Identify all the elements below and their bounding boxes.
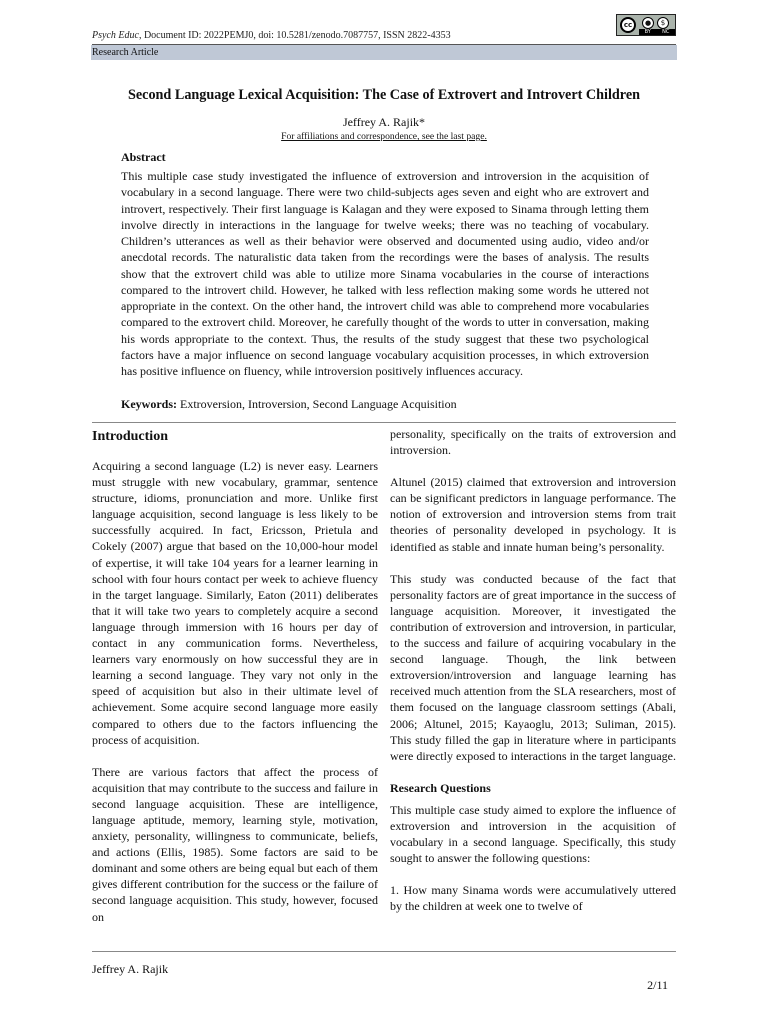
cc-by-nc-icon xyxy=(639,15,675,35)
page-number: 2/11 xyxy=(647,978,668,992)
cc-license-badge[interactable] xyxy=(616,14,676,36)
left-column xyxy=(92,427,378,925)
author-name: Jeffrey A. Rajik* xyxy=(342,115,426,129)
paragraph: personality, specifically on the traits of extroversion and introversion. xyxy=(390,427,676,458)
document-info: , Document ID: 2022PEMJ0, doi: 10.5281/zenodo.7087757, ISSN 2822-4353 xyxy=(138,30,451,41)
affiliation-link[interactable]: For affiliations and correspondence, see the last page. xyxy=(281,131,487,142)
keywords xyxy=(121,397,457,412)
paragraph: There are various factors that affect the process of acquisition that may contribute to the success and failure in second language acquisition. These are intelligence, language aptitude, memory, learning style, motivation, anxiety, personality, willingness to communicate, beliefs, and actions (Ellis, 1985). Some factors are said to be dominant and some others are being equal but each of them gives different contribution for the success or the failure of second language acquisition. This study, however, focused on xyxy=(92,764,378,924)
keywords-text: Extroversion, Introversion, Second Language Acquisition xyxy=(177,397,457,411)
cc-by-label: BY xyxy=(644,29,651,35)
cc-nc-label: NC xyxy=(662,29,670,35)
journal-info xyxy=(92,30,451,41)
keywords-label: Keywords: xyxy=(121,397,177,411)
abstract-heading: Abstract xyxy=(121,150,166,164)
paragraph: 1. How many Sinama words were accumulatively uttered by the children at week one to twelve of xyxy=(390,883,676,914)
paragraph: This study was conducted because of the fact that personality factors are of great importance in the success of language acquisition. Moreover, it investigated the contribution of extroversion and introversion, in particular, to the success and failure of acquiring vocabulary in the second language. Though, the link between extroversion/introversion and language learning has received much attention from the SLA researchers, most of them focused on the language classroom settings (Abali, 2006; Altunel, 2015; Kayaoglu, 2013; Suliman, 2015). This study filled the gap in literature where in participants were directly exposed to interactions in the target language. xyxy=(390,571,677,763)
paragraph: Acquiring a second language (L2) is never easy. Learners must struggle with new vocabulary, grammar, sentence structure, idioms, pronunciation and more. Unlike first language acquisition, second language is less likely to be successfully acquired. In fact, Ericsson, Prietula and Cokely (2007) argue that based on the 10,000-hour model of expertise, it will take 104 years for a learner learning in school with four hours contact per week to achieve fluency in the target language. Similarly, Eaton (2011) deliberates that it will take two years to completely acquire a second language through immersion with 16 hours per day of contact in any communication forms. Nevertheless, learners vary enormously on how successful they are in learning a second language. They vary not only in the speed of acquisition but also in their ultimate level of achievement. Some acquire second language more easily compared to others due to the factors influencing the process of acquisition. xyxy=(92,459,378,747)
cc-icon: cc xyxy=(620,17,636,33)
non-commercial-icon: $ xyxy=(657,17,669,29)
person-icon: ● xyxy=(642,17,654,29)
journal-name: Psych Educ xyxy=(92,30,139,41)
article-type-band: Research Article xyxy=(91,45,677,60)
right-column xyxy=(390,426,676,914)
paragraph: This multiple case study aimed to explore the influence of extroversion and introversion in the acquisition of vocabulary in a second language. Specifically, this study sought to answer the following questions: xyxy=(390,802,676,866)
cc-icon-wrap xyxy=(617,15,639,35)
abstract-divider xyxy=(92,422,676,423)
footer-divider xyxy=(92,951,676,952)
introduction-heading: Introduction xyxy=(92,429,168,444)
footer-author: Jeffrey A. Rajik xyxy=(92,962,169,976)
paragraph: Altunel (2015) claimed that extroversion and introversion can be significant predictors in language performance. The notion of extroversion and introversion stems from trait theories of personality developed in psychology. It is identified as stable and innate human being’s personality. xyxy=(390,475,676,554)
paper-title: Second Language Lexical Acquisition: The Case of Extrovert and Introvert Children xyxy=(127,87,641,103)
research-questions-heading: Research Questions xyxy=(390,780,491,795)
abstract-text: This multiple case study investigated the influence of extroversion and introversion in the acquisition of vocabulary in a second language. There were two child-subjects ages seven and eight who are extrovert and introvert, respectively. Their first language is Kalagan and they were exposed to Sinama through letting them involve directly in interactions in the language for twelve weeks; there was no teaching of vocabulary. Children’s utterances as well as their behavior were observed and documented using audio, video and/or anecdotal records. The naturalistic data taken from the recordings were the bases of analysis. The results show that the extrovert child was able to utilize more Sinama vocabularies in the course of interactions compared to the introvert child. However, he talked with less reflection making some words he uttered not appropriate in the context. On the other hand, the introvert child was able to comprehend more vocabularies compared to the extrovert child. Moreover, he carefully thought of the words to utter in conversation, making his words appropriate to the context. Thus, the results of the study suggest that these two psychological factors have a major influence on second language vocabulary acquisition processes, in which extroversion has positive influence on fluency, while introversion positively influences accuracy. xyxy=(121,169,649,378)
